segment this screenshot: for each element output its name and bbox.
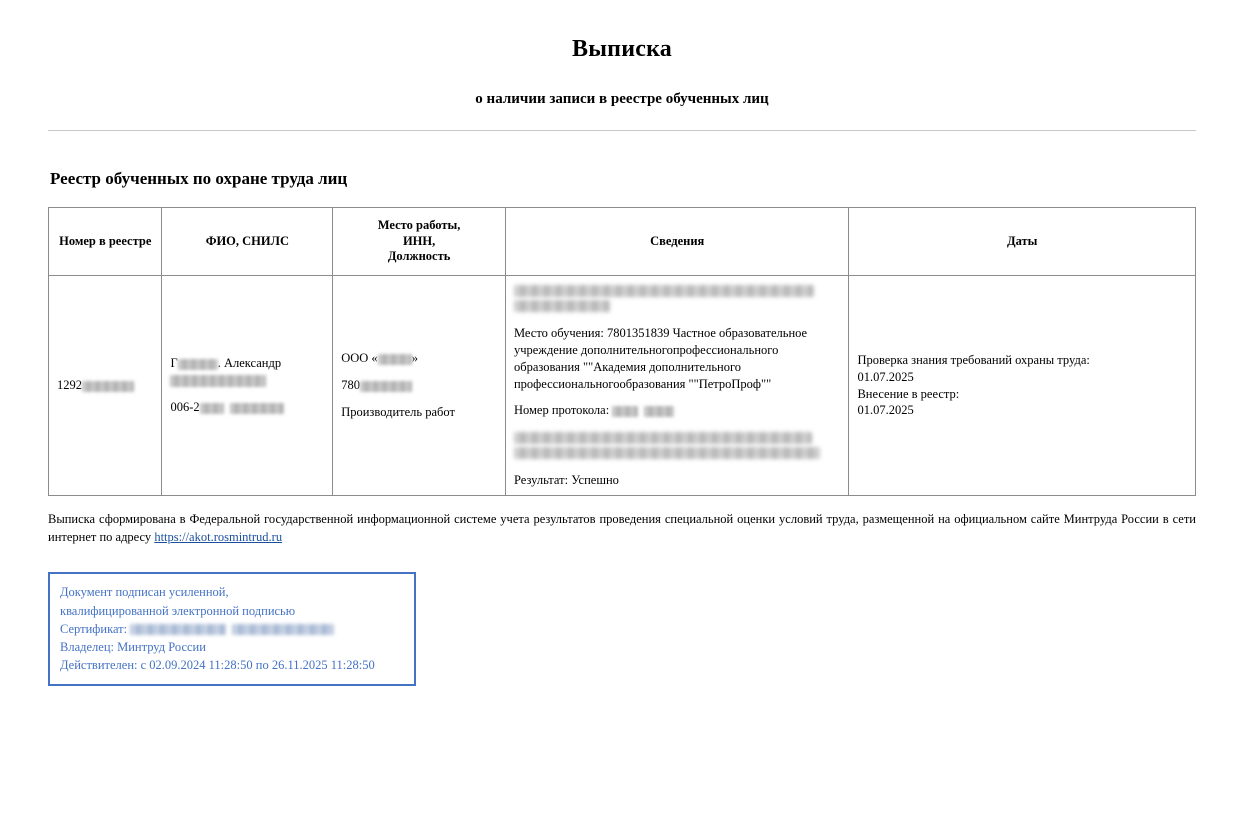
inn-redaction <box>360 381 412 392</box>
info-result: Результат: Успешно <box>513 473 619 488</box>
dates-registry-label: Внесение в реестр: <box>857 386 960 401</box>
certificate-label: Сертификат: <box>60 621 128 636</box>
protocol-number-redaction <box>612 406 638 417</box>
footnote <box>48 510 1196 546</box>
certificate-redaction <box>130 624 226 635</box>
document-page <box>0 36 1244 828</box>
snils-redaction-2 <box>230 403 284 414</box>
table-row <box>49 275 1196 495</box>
workplace-line <box>341 350 497 367</box>
fio-surname-initial: Г <box>170 356 178 371</box>
workplace-name-redaction <box>378 354 412 365</box>
section-title: Реестр обученных по охране труда лиц <box>50 169 348 188</box>
info-program-redaction <box>514 285 840 312</box>
column-header-registry-number: Номер в реестре <box>49 208 162 276</box>
workplace-header-line-2: ИНН, <box>402 233 436 248</box>
column-header-dates: Даты <box>849 208 1196 276</box>
snils-line <box>170 399 324 416</box>
signature-stamp <box>48 572 416 686</box>
column-header-info: Сведения <box>505 208 848 276</box>
column-header-workplace <box>333 208 506 276</box>
signature-validity: Действителен: с 02.09.2024 11:28:50 по 26.11.2025 11:28:50 <box>60 657 375 672</box>
cell-fio-snils <box>162 275 333 495</box>
cell-dates <box>849 275 1196 495</box>
signature-certificate-line <box>60 620 404 638</box>
fio-patronymic-redaction <box>170 375 266 387</box>
cell-workplace <box>333 275 506 495</box>
protocol-label: Номер протокола: <box>513 403 613 418</box>
snils-redaction <box>200 403 224 414</box>
protocol-number-redaction-2 <box>644 406 674 417</box>
signature-line-1: Документ подписан усиленной, <box>60 585 229 600</box>
dates-check-label: Проверка знания требований охраны труда: <box>857 352 1090 367</box>
inn-line <box>341 377 497 394</box>
registry-number-redaction <box>82 381 134 392</box>
dates-check-value: 01.07.2025 <box>857 369 914 384</box>
rosmintrud-link[interactable]: https://akot.rosmintrud.ru <box>154 530 283 545</box>
signature-owner: Владелец: Минтруд России <box>60 639 206 654</box>
fio-given-name: . Александр <box>217 356 282 371</box>
cell-info <box>505 275 848 495</box>
column-header-fio-snils: ФИО, СНИЛС <box>162 208 333 276</box>
workplace-name-suffix: » <box>411 351 418 366</box>
info-protocol-number <box>514 402 840 419</box>
workplace-header-line-1: Место работы, <box>377 218 461 232</box>
inn-prefix: 780 <box>341 378 360 393</box>
cell-registry-number <box>49 275 162 495</box>
page-title: Выписка <box>572 36 672 62</box>
fio-line <box>170 355 324 372</box>
table-header-row <box>49 208 1196 276</box>
snils-prefix: 006-2 <box>170 399 200 414</box>
workplace-header-line-3: Должность <box>387 249 451 264</box>
registry-table <box>48 207 1196 496</box>
header-divider <box>48 130 1196 131</box>
dates-registry-value: 01.07.2025 <box>857 403 914 418</box>
fio-surname-redaction <box>178 359 218 370</box>
position-line: Производитель работ <box>341 404 455 419</box>
signature-line-2: квалифицированной электронной подписью <box>60 603 296 618</box>
certificate-redaction-2 <box>232 624 334 635</box>
info-training-place: Место обучения: 7801351839 Частное образовательное учреждение дополнительногопрофессионального образования ""Академия дополнительного профессиональногообразования ""ПетроПроф"" <box>513 325 808 391</box>
page-subtitle: о наличии записи в реестре обученных лиц <box>475 91 769 107</box>
footnote-text: Выписка сформирована в Федеральной государственной информационной системе учета результатов проведения специальной оценки условий труда, размещенной на официальном сайте Минтруда России в сети интернет по адресу <box>48 512 1196 545</box>
workplace-name-prefix: ООО « <box>341 351 378 366</box>
info-commission-redaction <box>514 432 840 459</box>
fio-patronymic-line <box>170 372 324 389</box>
registry-number-value: 1292 <box>57 378 82 392</box>
